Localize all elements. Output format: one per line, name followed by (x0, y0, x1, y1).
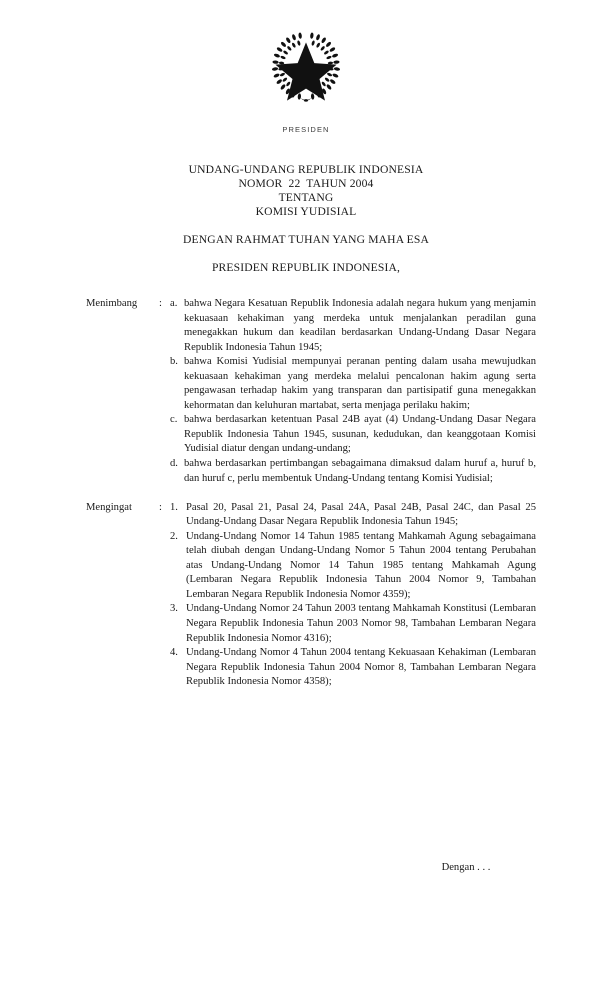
list-marker: c. (170, 414, 178, 426)
list-marker: b. (170, 356, 178, 368)
title-line-blessing: DENGAN RAHMAT TUHAN YANG MAHA ESA (183, 233, 429, 247)
section-items-mengingat (170, 501, 536, 690)
section-label-menimbang: Menimbang (86, 298, 138, 309)
list-item (170, 457, 536, 486)
title-line-about: TENTANG (278, 191, 334, 205)
presiden-caption: PRESIDEN (282, 125, 330, 134)
list-item (170, 413, 536, 457)
continuation-text: Dengan . . . (441, 862, 491, 873)
list-item-text: bahwa Negara Kesatuan Republik Indonesia adalah negara hukum yang menjamin kekuasaan kehakiman yang merdeka untuk menjalankan peradilan guna menegakkan hukum dan keadilan berdasarkan Undang-Undang Dasar Negara Republik Indonesia Tahun 1945; (184, 298, 536, 353)
section-colon-mengingat: : (159, 501, 162, 513)
list-item (170, 355, 536, 413)
title-spacer-1 (0, 219, 612, 233)
title-line-law: UNDANG-UNDANG REPUBLIK INDONESIA (188, 163, 424, 176)
title-line-number: NOMOR 22 TAHUN 2004 (238, 177, 374, 191)
list-marker: a. (170, 298, 178, 309)
clauses-container (86, 297, 536, 690)
section-items-menimbang (170, 297, 536, 486)
list-item (170, 646, 536, 690)
list-item-text: Undang-Undang Nomor 4 Tahun 2004 tentang Kekuasaan Kehakiman (Lembaran Negara Republik Indonesia Tahun 2004 Nomor 8, Tambahan Lembaran Negara Republik Indonesia Nomor 4358); (186, 647, 536, 688)
list-marker: 4. (170, 647, 178, 659)
list-item-text: bahwa berdasarkan pertimbangan sebagaimana dimaksud dalam huruf a, huruf b, dan huruf c, perlu membentuk Undang-Undang tentang Komisi Yudisial; (184, 458, 536, 484)
list-item-text: Pasal 20, Pasal 21, Pasal 24, Pasal 24A, Pasal 24B, Pasal 24C, dan Pasal 25 Undang-Undang Dasar Negara Republik Indonesia Tahun 1945; (186, 501, 536, 528)
list-marker: 1. (170, 501, 178, 513)
title-line-subject: KOMISI YUDISIAL (255, 205, 357, 219)
list-marker: d. (170, 458, 178, 470)
title-spacer-2 (0, 247, 612, 261)
section-label-mengingat: Mengingat (86, 501, 132, 513)
list-item-text: bahwa berdasarkan ketentuan Pasal 24B ayat (4) Undang-Undang Dasar Negara Republik Indonesia Tahun 1945, susunan, kedudukan, dan keanggotaan Komisi Yudisial diatur dengan undang-undang; (184, 414, 536, 455)
list-item-text: Undang-Undang Nomor 24 Tahun 2003 tentang Mahkamah Konstitusi (Lembaran Negara Republik Indonesia Tahun 2003 Nomor 98, Tambahan Lembaran Negara Republik Indonesia Nomor 4316); (186, 603, 536, 644)
indonesian-presidential-seal-icon (263, 26, 349, 112)
list-item (170, 530, 536, 603)
page-continuation-footer (0, 862, 612, 873)
list-marker: 2. (170, 530, 178, 542)
section-colon-menimbang: : (159, 298, 162, 309)
section-mengingat (86, 501, 536, 690)
list-item (170, 602, 536, 646)
list-item (170, 501, 536, 530)
title-line-president: PRESIDEN REPUBLIK INDONESIA, (211, 261, 401, 275)
list-item-text: Undang-Undang Nomor 14 Tahun 1985 tentang Mahkamah Agung sebagaimana telah diubah dengan Undang-Undang Nomor 5 Tahun 2004 tentang Perubahan atas Undang-Undang Nomor 14 Tahun 1985 tentang Mahkamah Agung (Lembaran Negara Republik Indonesia Tahun 2004 Nomor 9, Tambahan Lembaran Negara Republik Indonesia Nomor 4359); (186, 530, 536, 600)
list-marker: 3. (170, 603, 178, 615)
document-title-block (0, 163, 612, 276)
section-menimbang (86, 297, 536, 486)
list-item-text: bahwa Komisi Yudisial mempunyai peranan penting dalam usaha mewujudkan kekuasaan kehakiman yang merdeka melalui pencalonan hakim agung serta pengawasan terhadap hakim yang transparan dan partisipatif guna menegakkan kehormatan dan keluhuran martabat, serta menjaga perilaku hakim; (184, 356, 536, 411)
list-item (170, 297, 536, 355)
document-header (0, 26, 612, 134)
